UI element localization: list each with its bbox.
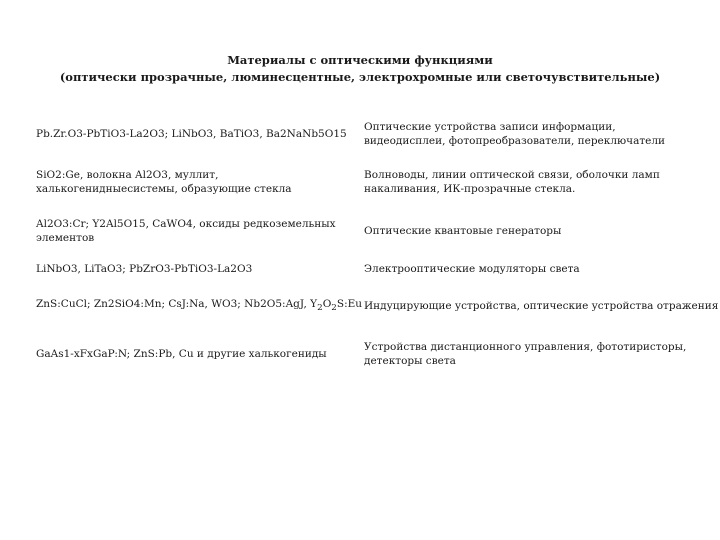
table-row	[36, 208, 696, 254]
table-row	[36, 284, 696, 328]
table-row	[36, 112, 696, 156]
table-row	[36, 254, 696, 284]
application-cell: Индуцирующие устройства, оптические устройства отражения	[364, 300, 719, 312]
table-row	[36, 328, 696, 380]
application-cell: Устройства дистанционного управления, фототиристоры, детекторы света	[364, 341, 687, 367]
title-line-1: Материалы с оптическими функциями	[227, 53, 493, 67]
application-cell: Волноводы, линии оптической связи, оболочки ламп накаливания, ИК-прозрачные стекла.	[364, 169, 660, 195]
materials-table	[36, 112, 719, 380]
application-cell: Электрооптические модуляторы света	[364, 263, 580, 275]
materials-cell: SiO2:Ge, волокна Al2O3, муллит, халькогенидныесистемы, образующие стекла	[36, 169, 292, 195]
materials-text: O	[322, 297, 332, 310]
application-cell: Оптические устройства записи информации, видеодисплеи, фотопреобразователи, переключатели	[364, 121, 666, 147]
materials-cell: Al2O3:Cr; Y2Al5O15, CaWO4, оксиды редкоземельных элементов	[36, 218, 336, 244]
title-line-2: (оптически прозрачные, люминесцентные, электрохромные или светочувствительные)	[59, 70, 661, 84]
table-row	[36, 156, 696, 208]
materials-cell: LiNbO3, LiTaO3; PbZrO3-PbTiO3-La2O3	[36, 263, 253, 275]
materials-text: S:Eu	[336, 297, 363, 310]
materials-cell: Pb.Zr.O3-PbTiO3-La2O3; LiNbO3, BaTiO3, Ba2NaNb5O15	[36, 128, 347, 140]
subscript: 2	[331, 303, 337, 314]
subscript: 2	[317, 303, 323, 314]
materials-text: ZnS:CuCl; Zn2SiO4:Mn; CsJ:Na, WO3; Nb2O5:AgJ, Y	[36, 297, 318, 310]
materials-cell: GaAs1-xFxGaP:N; ZnS:Pb, Cu и другие халькогениды	[36, 348, 327, 360]
slide-title	[40, 52, 680, 86]
application-cell: Оптические квантовые генераторы	[364, 225, 562, 237]
materials-cell	[36, 284, 364, 328]
